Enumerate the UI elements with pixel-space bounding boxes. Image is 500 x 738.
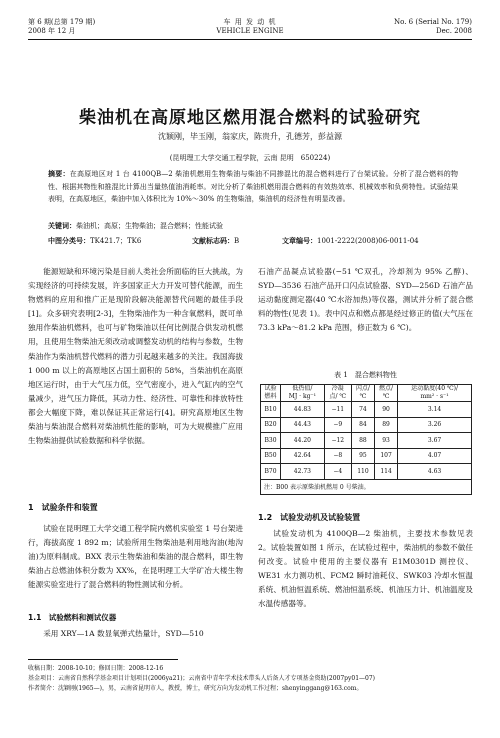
keywords-label: 关键词： — [48, 222, 76, 230]
table-cell: −11 — [324, 402, 351, 418]
issue-info-en — [394, 18, 472, 36]
table-1-caption: 表 1 混合燃料物性 — [334, 371, 397, 379]
table-cell: 42.73 — [281, 464, 325, 480]
table-cell: 44.83 — [281, 402, 325, 418]
table-cell: 3.14 — [398, 402, 472, 418]
table-cell: 74 — [351, 402, 374, 418]
issue-number: 第 6 期(总第 179 期) — [28, 18, 96, 26]
table-cell: 3.26 — [398, 417, 472, 433]
journal-name-cn: 车 用 发 动 机 — [223, 18, 277, 26]
abstract-label: 摘要： — [48, 170, 70, 178]
doc-code-value: B — [234, 237, 240, 245]
table-cell: −9 — [324, 417, 351, 433]
fund-info: 基金项目：云南省自然科学基金项目计划项目(2006ya21)；云南省中青年学术技术带头人后备人才专项基金资助(2007py01—07) — [28, 675, 376, 682]
issue-date: 2008 年 12 月 — [28, 27, 76, 35]
section-1-1-text: 采用 XRY—1A 数显氧弹式热量计，SYD—510 — [43, 629, 204, 638]
table-row — [261, 402, 472, 418]
footnote-rule — [28, 659, 178, 660]
journal-name-en: VEHICLE ENGINE — [216, 27, 284, 35]
table-cell: 89 — [374, 417, 397, 433]
clc-label: 中图分类号： — [48, 237, 90, 245]
table-cell: −8 — [324, 448, 351, 464]
table-note-row — [261, 479, 472, 495]
section-1-paragraph — [28, 522, 243, 592]
right-paragraph-text: 石油产品凝点试验器(−51 ℃双孔，冷却剂为 95% 乙醇)、SYD—3536 石油产品开口闪点试验器、SYD—256D 石油产品运动黏度测定器(40 ℃水浴加热)等仪器，测试并分析了混合燃料的物性(见表 1)。表中闪点和燃点都是经过修正的值(大气压在 73.3 kPa～81.2 kPa 范围，修正数为 6 ℃)。 — [258, 267, 473, 333]
intro-text: 能源短缺和环境污染是目前人类社会所面临的巨大挑战，为实现经济的可持续发展，许多国家正大力开发可替代能源，而生物燃料的应用和推广正是现阶段解决能源替代问题的最佳手段[1]。众多研究表明[2-3]，生物柴油作为一种含氧燃料，既可单独用作柴油机燃料，也可与矿物柴油以任何比例混合供发动机燃用，且使用生物柴油无须改动或调整发动机的结构与参数，生物柴油作为柴油机替代燃料的潜力引起越来越多的关注。我国海拔 1 000 m 以上的高原地区占国土面积的 58%，当柴油机在高原地区运行时，由于大气压力低，空气密度小，进入气缸内的空气量减少，进气压力降低，其动力性、经济性、可靠性和排放特性都会大幅度下降，难以保证其正常运行[4]。研究高原地区生物柴油与柴油混合燃料对柴油机性能的影响，可为大规模推广应用生物柴油提供试验数据和科学依据。 — [28, 267, 243, 446]
table-cell: 107 — [374, 448, 397, 464]
author-bio: 作者简介：沈颖刚(1965—)，男，云南省昆明市人，教授，博士，研究方向为发动机工作过程；shenyinggang@163.com。 — [28, 685, 363, 692]
table-cell: 3.67 — [398, 433, 472, 449]
table-1-note: 注：B00 表示原柴油机燃用 0 号柴油。 — [261, 479, 472, 495]
table-1-header: 低热值/ MJ · kg⁻¹ — [281, 385, 325, 402]
table-cell: 95 — [351, 448, 374, 464]
table-cell: 90 — [374, 402, 397, 418]
paper-authors: 沈颖刚，毕玉刚，翁家庆，陈贵升，孔德芳，彭益源 — [158, 132, 342, 141]
table-cell: 4.63 — [398, 464, 472, 480]
table-row — [261, 448, 472, 464]
table-row — [261, 464, 472, 480]
abstract-text: 在高原地区对 1 台 4100QB—2 柴油机燃用生物柴油与柴油不同掺混比的混合燃料进行了台架试验。分析了混合燃料的物性、根据其物性和推混比计算出当量热值油消耗率。对比分析了柴油机燃用混合燃料的有效热效率、机械效率和负荷特性。试验结果表明，在高原地区，柴油中加入体积比为 10%～30% 的生物柴油，柴油机的经济性有明显改善。 — [48, 170, 458, 203]
table-1-header: 运动黏度(40 ℃)/ mm² · s⁻¹ — [398, 385, 472, 402]
table-cell: 110 — [351, 464, 374, 480]
table-cell: B20 — [261, 417, 281, 433]
table-1-header: 闪点/ ℃ — [351, 385, 374, 402]
section-1-2-paragraph — [258, 527, 473, 612]
section-1-1-paragraph — [28, 627, 243, 641]
article-number-label: 文章编号： — [282, 237, 317, 245]
table-cell: B10 — [261, 402, 281, 418]
table-cell: B30 — [261, 433, 281, 449]
doc-code — [192, 236, 239, 246]
paper-affiliation: (昆明理工大学交通工程学院，云南 昆明 650224) — [169, 154, 331, 162]
keywords — [48, 221, 223, 231]
section-1-heading: 1 试验条件和装置 — [28, 503, 98, 512]
section-1-2-text: 试验发动机为 4100QB—2 柴油机，主要技术参数见表 2。试验装置如图 1 所示，在试验过程中，柴油机的参数不做任何改变。试验中使用的主要仪器有 E1M0301D 测控仪、WE31 水力测功机、FCM2 瞬时油耗仪、SWK03 冷却水恒温系统、机油恒温系统、燃油恒温系统、机油压力计、机油温度及水温传感器等。 — [258, 529, 473, 609]
right-paragraph — [258, 265, 473, 335]
issue-number-en: No. 6 (Serial No. 179) — [394, 18, 472, 26]
table-1-header: 试验 燃料 — [261, 385, 281, 402]
section-1-text: 试验在昆明理工大学交通工程学院内燃机实验室 1 号台架进行，海拔高度 1 892 m；试验所用生物柴油是利用地沟油(地沟油)为原料制成。BXX 表示生物柴油和柴油的混合燃料，即生物柴油占总燃油体积分数为 XX%，在昆明理工大学矿冶大楼生物能源实验室进行了混合燃料的物性测试和分析。 — [28, 524, 243, 590]
table-cell: −12 — [324, 433, 351, 449]
issue-date-en: Dec. 2008 — [436, 27, 472, 35]
table-cell: −4 — [324, 464, 351, 480]
table-cell: 44.43 — [281, 417, 325, 433]
table-1 — [260, 384, 472, 495]
received-date: 收稿日期：2008-10-10；修回日期：2008-12-16 — [28, 665, 164, 672]
footnotes — [28, 664, 473, 694]
doc-code-label: 文献标志码： — [192, 237, 234, 245]
table-cell: B50 — [261, 448, 281, 464]
table-cell: 44.20 — [281, 433, 325, 449]
table-cell: 114 — [374, 464, 397, 480]
table-row — [261, 433, 472, 449]
table-1-header: 冷凝 点/ ℃ — [324, 385, 351, 402]
abstract — [48, 168, 458, 206]
table-cell: 4.07 — [398, 448, 472, 464]
article-number-value: 1001-2222(2008)06-0011-04 — [317, 237, 419, 245]
section-1-2-heading: 1.2 试验发动机及试验装置 — [258, 513, 361, 522]
table-cell: 42.64 — [281, 448, 325, 464]
table-cell: B70 — [261, 464, 281, 480]
table-cell: 93 — [374, 433, 397, 449]
table-row — [261, 417, 472, 433]
table-1-header: 燃点/ ℃ — [374, 385, 397, 402]
article-number — [282, 236, 419, 246]
table-cell: 84 — [351, 417, 374, 433]
table-1-header-row — [261, 385, 472, 402]
intro-paragraph — [28, 265, 243, 448]
clc-value: TK421.7；TK6 — [90, 237, 142, 245]
paper-title: 柴油机在高原地区燃用混合燃料的试验研究 — [79, 108, 421, 128]
section-1-1-heading: 1.1 试验燃料和测试仪器 — [28, 613, 117, 622]
clc-number — [48, 236, 141, 246]
keywords-text: 柴油机；高原；生物柴油；混合燃料；性能试验 — [76, 222, 223, 230]
table-cell: 88 — [351, 433, 374, 449]
header-rule — [28, 39, 472, 40]
